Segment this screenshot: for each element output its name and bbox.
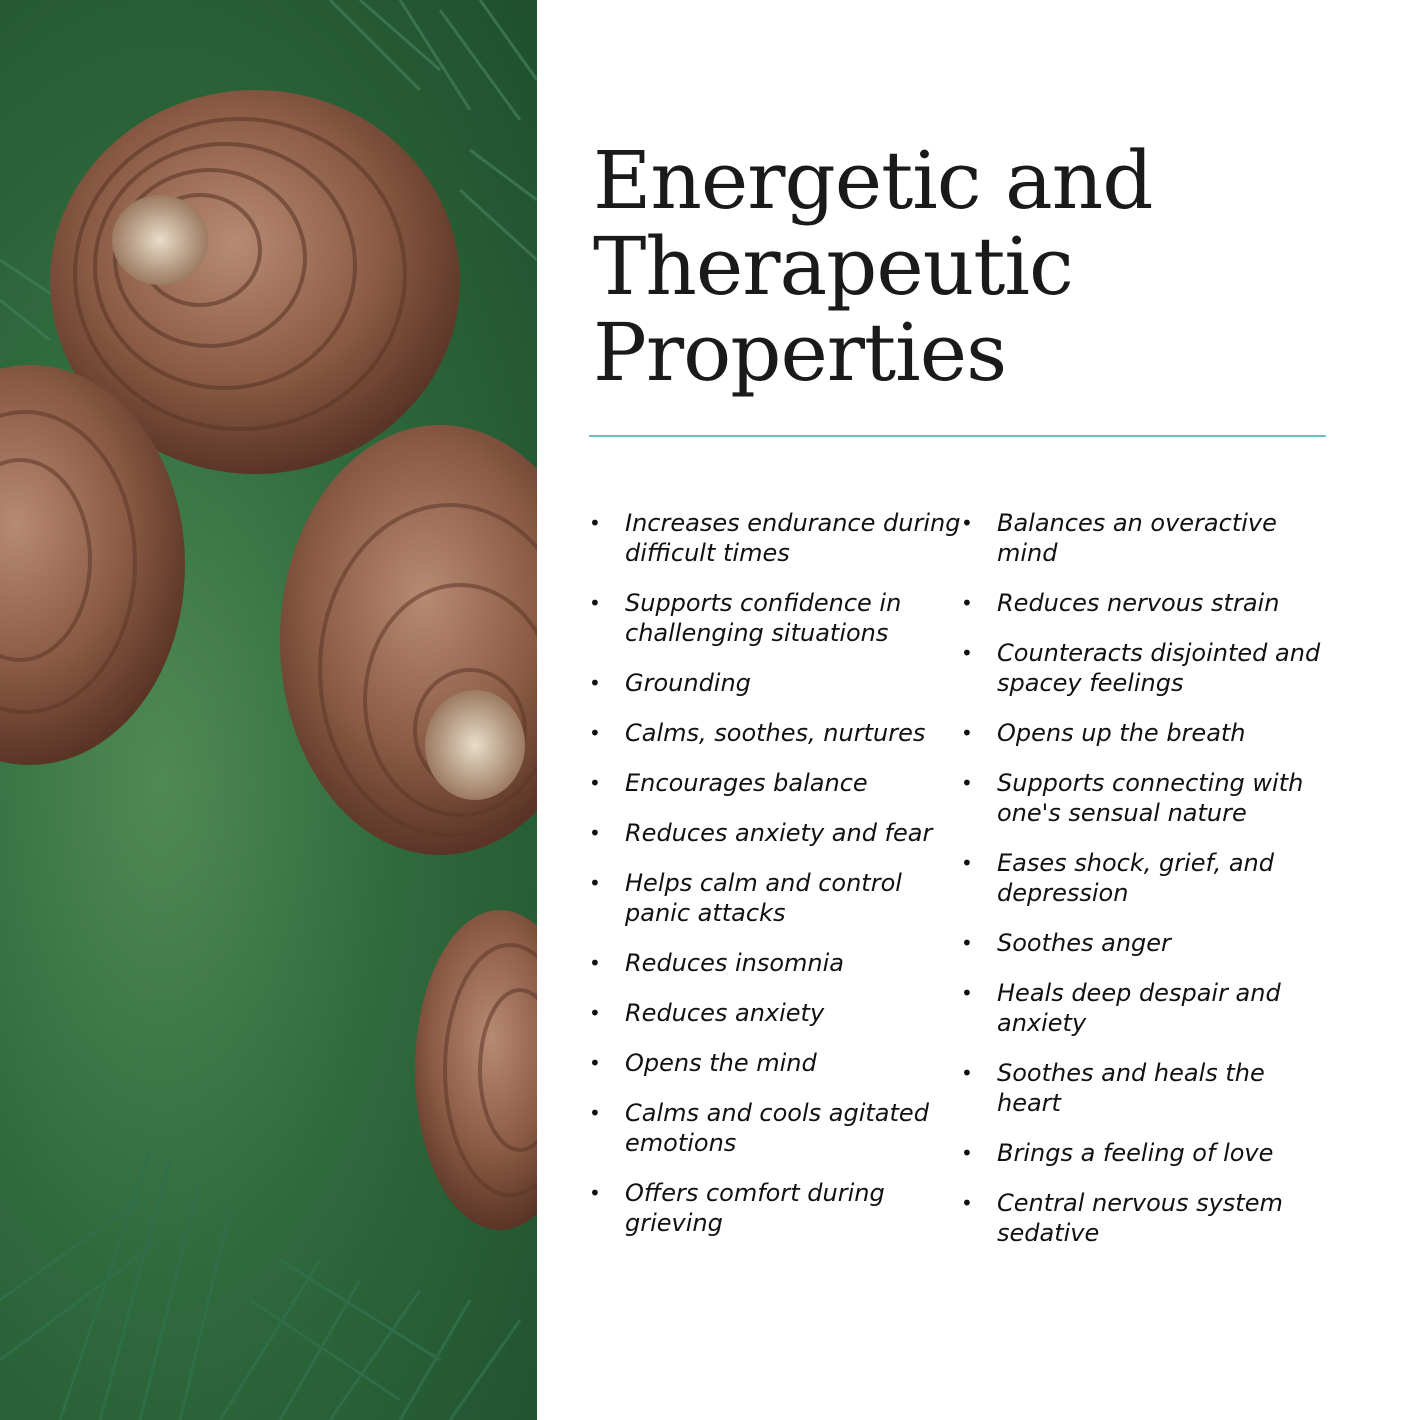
list-item: • Soothes and heals the heart bbox=[961, 1058, 1331, 1118]
properties-panel bbox=[537, 0, 1416, 1420]
list-item: • Opens up the breath bbox=[961, 718, 1331, 748]
list-item: • Reduces anxiety bbox=[589, 998, 961, 1028]
cedar-cone-photo bbox=[0, 0, 537, 1420]
list-item: • Calms and cools agitated emotions bbox=[589, 1098, 961, 1158]
properties-list-left bbox=[589, 508, 961, 1258]
title-line-3: Properties bbox=[593, 306, 1007, 399]
list-item: • Offers comfort during grieving bbox=[589, 1178, 961, 1238]
title-divider bbox=[589, 435, 1326, 437]
title-line-2: Therapeutic bbox=[593, 220, 1073, 313]
list-item: • Brings a feeling of love bbox=[961, 1138, 1331, 1168]
list-item: • Soothes anger bbox=[961, 928, 1331, 958]
list-item: • Heals deep despair and anxiety bbox=[961, 978, 1331, 1038]
list-item: • Calms, soothes, nurtures bbox=[589, 718, 961, 748]
list-item: • Reduces anxiety and fear bbox=[589, 818, 961, 848]
list-item: • Eases shock, grief, and depression bbox=[961, 848, 1331, 908]
list-item: • Counteracts disjointed and spacey feelings bbox=[961, 638, 1331, 698]
properties-list-right bbox=[961, 508, 1331, 1268]
list-item: • Opens the mind bbox=[589, 1048, 961, 1078]
list-item: • Supports confidence in challenging situations bbox=[589, 588, 961, 648]
list-item: • Balances an overactive mind bbox=[961, 508, 1331, 568]
list-item: • Reduces insomnia bbox=[589, 948, 961, 978]
list-item: • Encourages balance bbox=[589, 768, 961, 798]
list-item: • Helps calm and control panic attacks bbox=[589, 868, 961, 928]
list-item: • Supports connecting with one's sensual nature bbox=[961, 768, 1331, 828]
title-line-1: Energetic and bbox=[593, 134, 1153, 227]
list-item: • Reduces nervous strain bbox=[961, 588, 1331, 618]
list-item: • Central nervous system sedative bbox=[961, 1188, 1331, 1248]
list-item: • Increases endurance during difficult times bbox=[589, 508, 961, 568]
page-title bbox=[593, 134, 1153, 399]
list-item: • Grounding bbox=[589, 668, 961, 698]
